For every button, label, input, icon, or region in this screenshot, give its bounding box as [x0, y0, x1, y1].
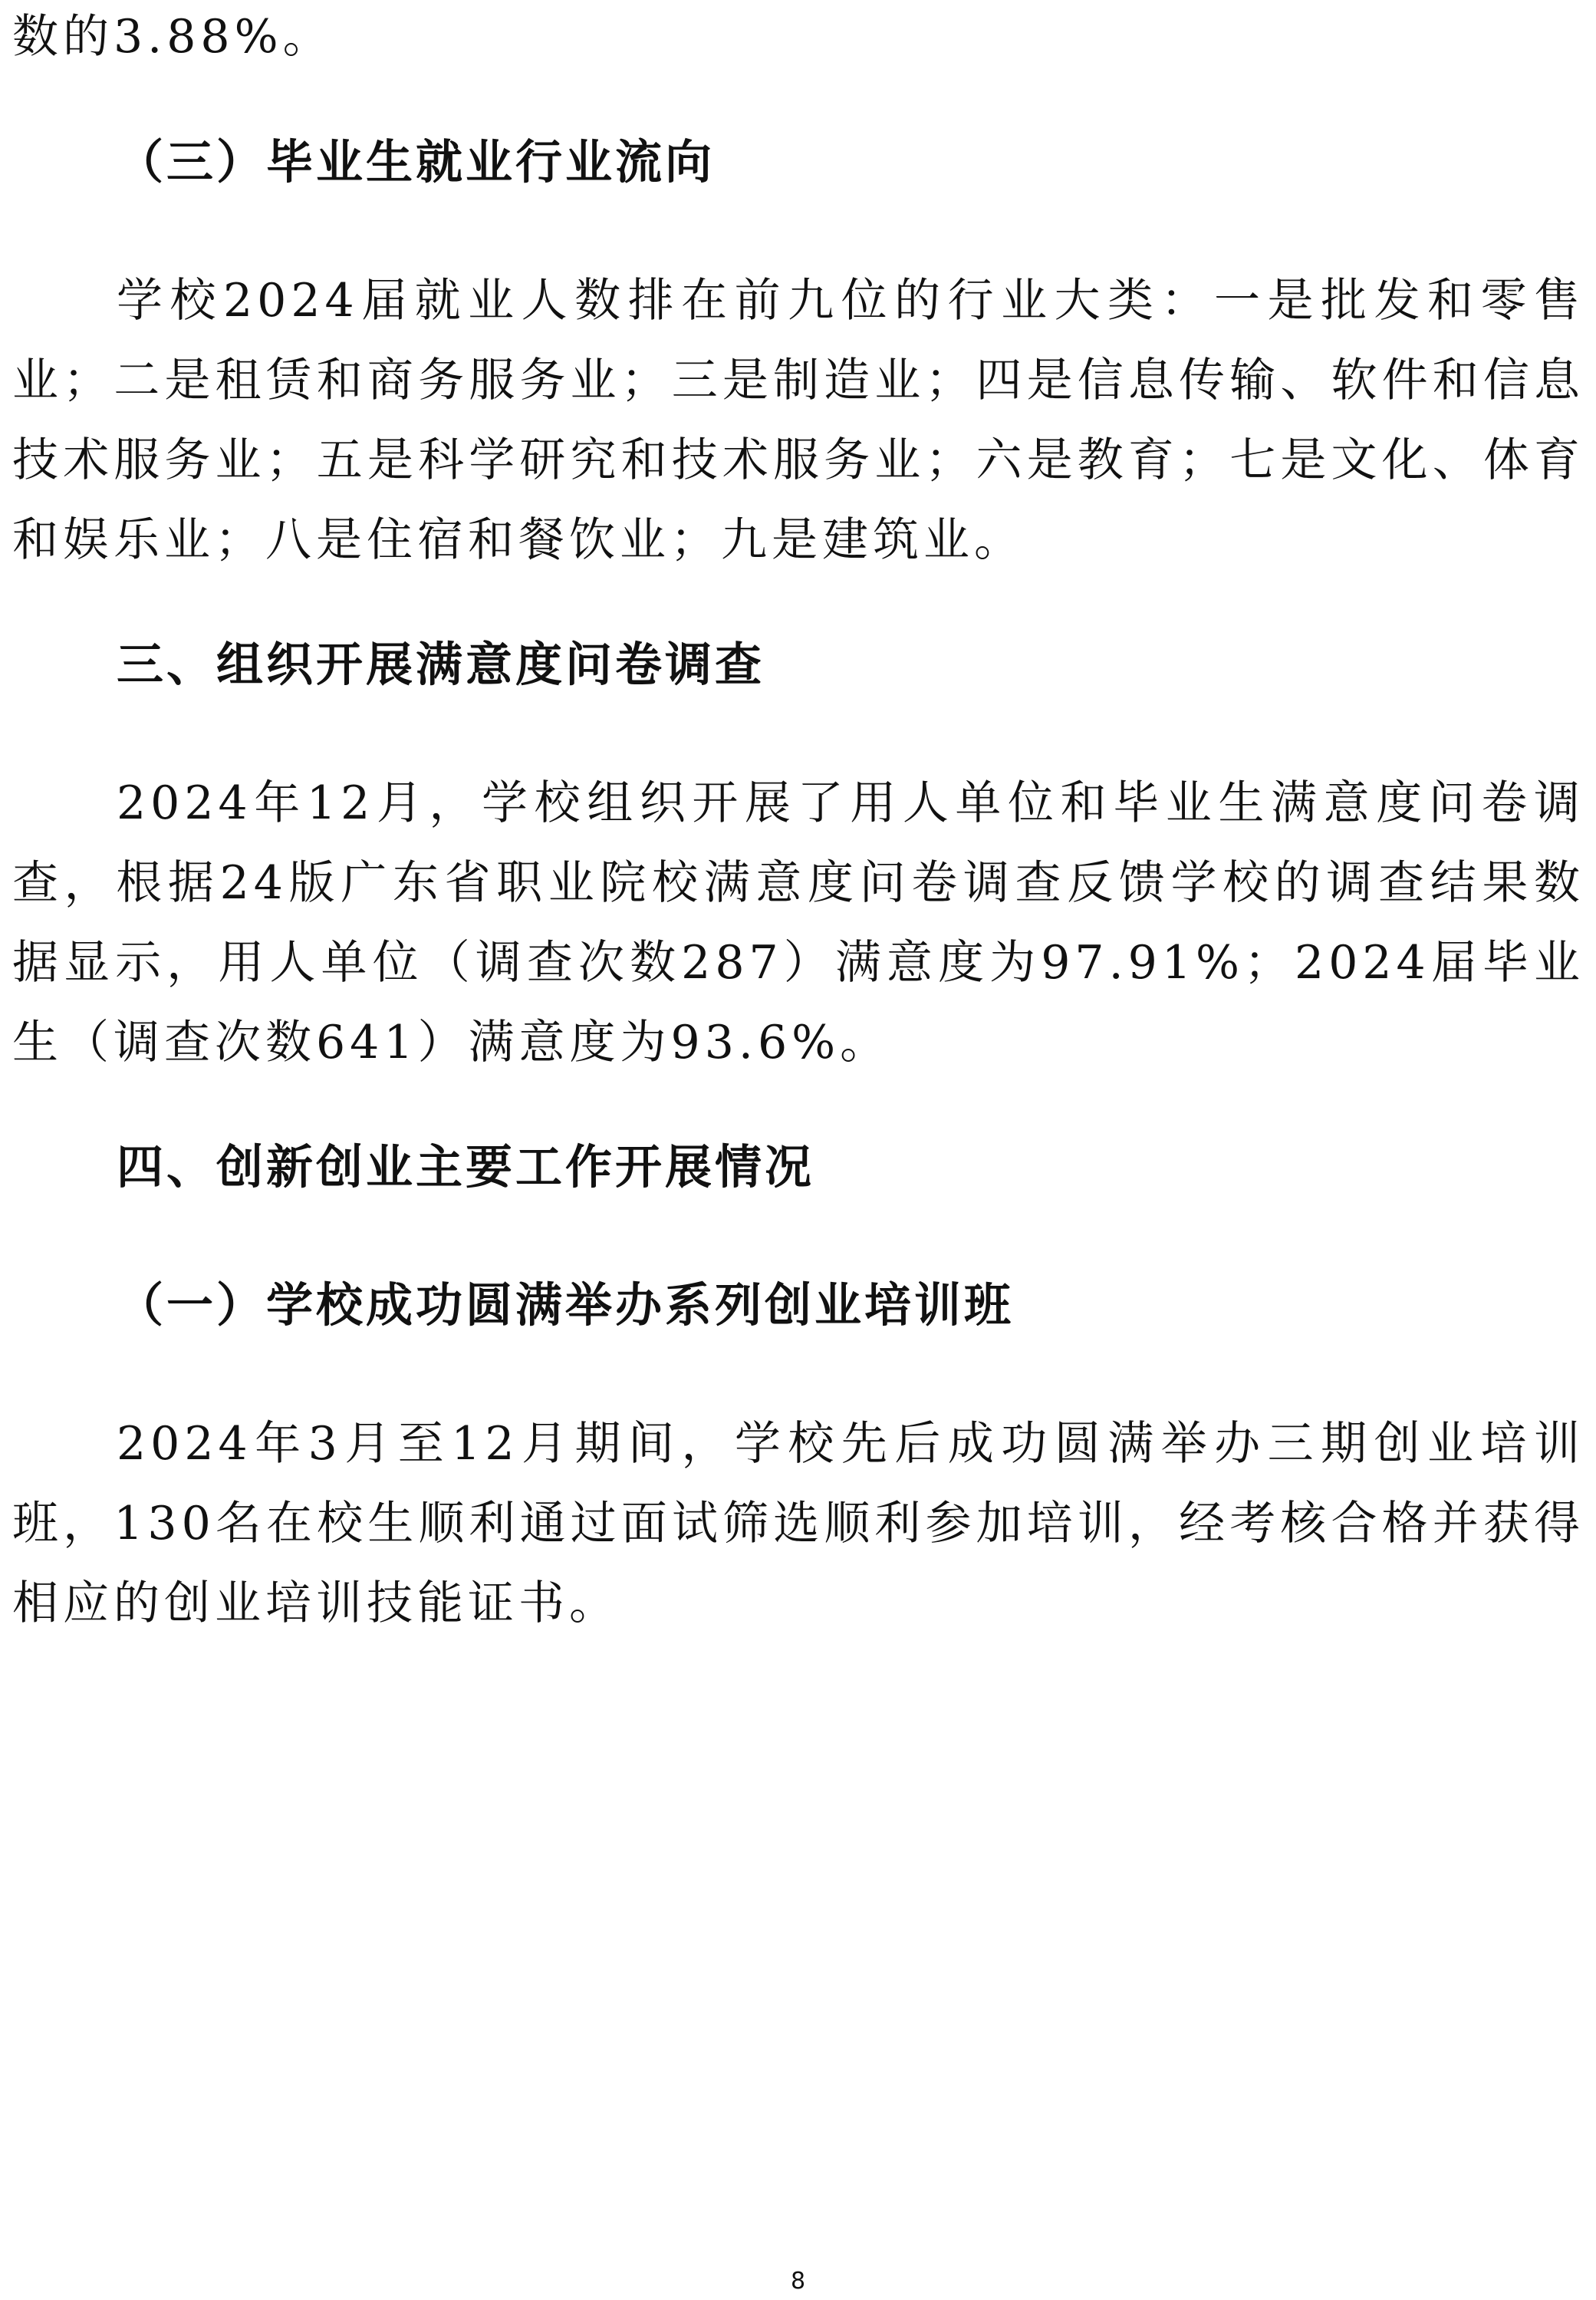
continued-paragraph-fragment: 数的3.88%。: [12, 10, 334, 64]
section-heading-innovation-entrepreneurship: 四、创新创业主要工作开展情况: [117, 1140, 815, 1194]
paragraph-training-classes: 2024年3月至12月期间，学校先后成功圆满举办三期创业培训班，130名在校生顺利通过面试筛选顺利参加培训，经考核合格并获得相应的创业培训技能证书。: [12, 1417, 1584, 1630]
paragraph-industry-ranking: 学校2024届就业人数排在前九位的行业大类：一是批发和零售业；二是租赁和商务服务业；三是制造业；四是信息传输、软件和信息技术服务业；五是科学研究和技术服务业；六是教育；七是文化、体育和娱乐业；八是住宿和餐饮业；九是建筑业。: [12, 274, 1584, 567]
section-heading-satisfaction-survey: 三、组织开展满意度问卷调查: [117, 638, 765, 692]
section-heading-training-classes: （一）学校成功圆满举办系列创业培训班: [117, 1278, 1015, 1333]
section-heading-industry-flow: （三）毕业生就业行业流向: [117, 135, 716, 189]
page-number: 8: [790, 2268, 806, 2295]
paragraph-satisfaction-survey: 2024年12月，学校组织开展了用人单位和毕业生满意度问卷调查，根据24版广东省职业院校满意度问卷调查反馈学校的调查结果数据显示，用人单位（调查次数287）满意度为97.91%；2024届毕业生（调查次数641）满意度为93.6%。: [12, 776, 1584, 1069]
